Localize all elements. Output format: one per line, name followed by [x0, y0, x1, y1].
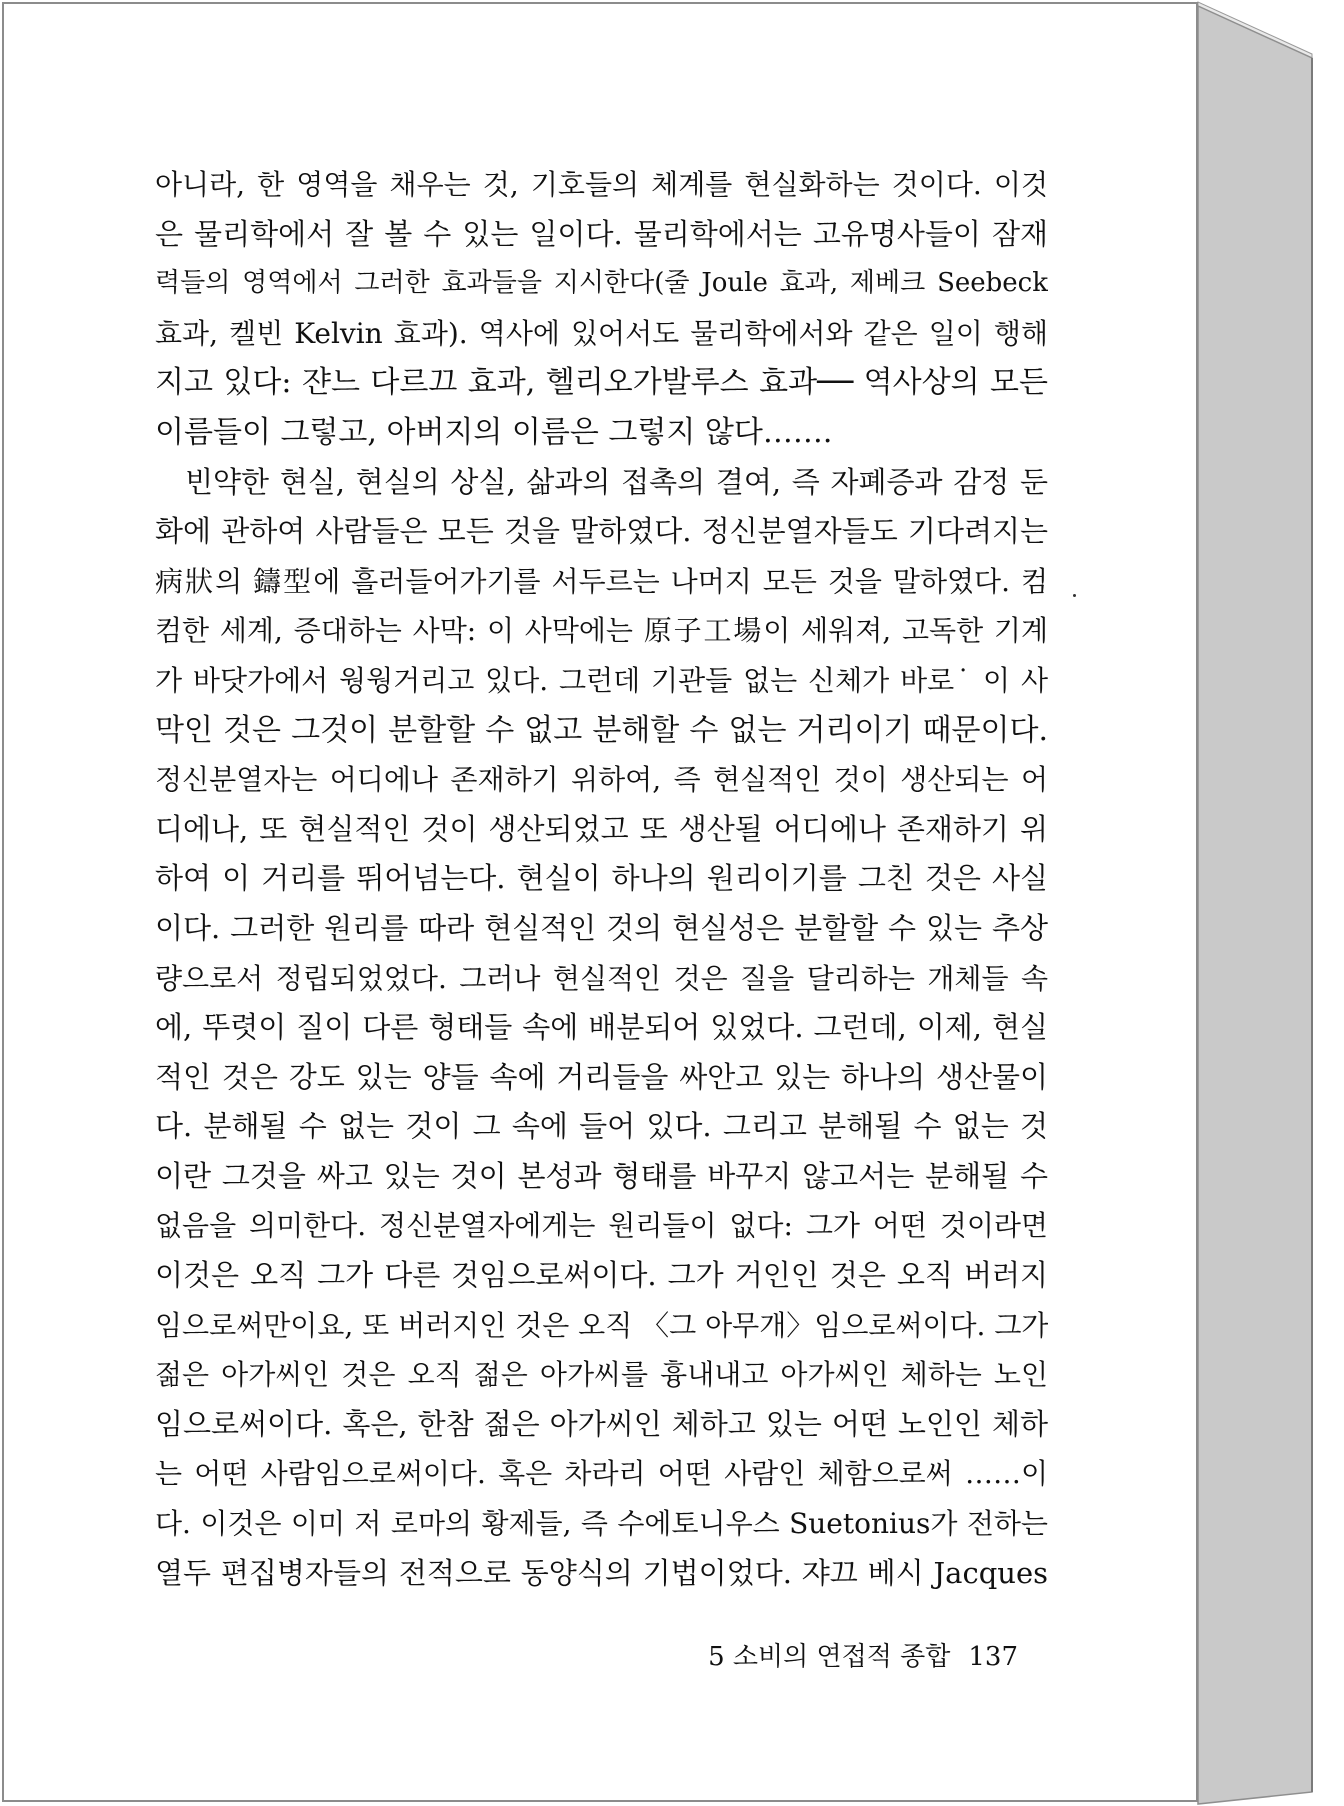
text-line: 임으로써만이요, 또 버러지인 것은 오직 〈그 아무개〉임으로써이다. 그가: [155, 1308, 1048, 1342]
text-line: 디에나, 또 현실적인 것이 생산되었고 또 생산될 어디에나 존재하기 위: [155, 811, 1048, 846]
text-line: 지고 있다: 쟌느 다르끄 효과, 헬리오가발루스 효과── 역사상의 모든: [155, 365, 1048, 401]
page-number: 137: [968, 1642, 1018, 1672]
text-line: 효과, 켈빈 Kelvin 효과). 역사에 있어서도 물리학에서와 같은 일이 행해: [155, 316, 1048, 350]
running-footer: [700, 1636, 1018, 1673]
text-line: 이다. 그러한 원리를 따라 현실적인 것의 현실성은 분할할 수 있는 추상: [155, 910, 1048, 945]
book-edge-side: [1198, 6, 1312, 1804]
text-line: 는 어떤 사람임으로써이다. 혹은 차라리 어떤 사람인 체함으로써 ……이: [155, 1457, 1048, 1491]
text-line: 이란 그것을 싸고 있는 것이 본성과 형태를 바꾸지 않고서는 분해될 수: [155, 1158, 1048, 1193]
text-line: 컴한 세계, 증대하는 사막: 이 사막에는 原子工場이 세워져, 고독한 기계: [155, 614, 1048, 648]
text-line: 젊은 아가씨인 것은 오직 젊은 아가씨를 흉내내고 아가씨인 체하는 노인: [155, 1358, 1048, 1392]
chapter-title: 5 소비의 연접적 종합: [708, 1642, 951, 1672]
text-line: 량으로서 정립되었었다. 그러나 현실적인 것은 질을 달리하는 개체들 속: [155, 961, 1048, 995]
text-line: 에, 뚜렷이 질이 다른 형태들 속에 배분되어 있었다. 그런데, 이제, 현실: [155, 1010, 1048, 1045]
text-line: 아니라, 한 영역을 채우는 것, 기호들의 체계를 현실화하는 것이다. 이것: [155, 168, 1048, 201]
text-line: 적인 것은 강도 있는 양들 속에 거리들을 싸안고 있는 하나의 생산물이: [155, 1059, 1048, 1094]
text-line: 은 물리학에서 잘 볼 수 있는 일이다. 물리학에서는 고유명사들이 잠재: [155, 216, 1048, 251]
text-line: 열두 편집병자들의 전적으로 동양식의 기법이었다. 쟈끄 베시 Jacques: [155, 1555, 1048, 1590]
body-text: [155, 160, 1048, 1598]
text-line: 이름들이 그렇고, 아버지의 이름은 그렇지 않다…….: [155, 414, 833, 450]
text-line: 病狀의 鑄型에 흘러들어가기를 서두르는 나머지 모든 것을 말하였다. 컴: [155, 564, 1048, 598]
text-line: 하여 이 거리를 뛰어넘는다. 현실이 하나의 원리이기를 그친 것은 사실: [155, 861, 1048, 896]
text-line: 임으로써이다. 혹은, 한참 젊은 아가씨인 체하고 있는 어떤 노인인 체하: [155, 1406, 1048, 1441]
text-line: 력들의 영역에서 그러한 효과들을 지시한다(줄 Joule 효과, 제베크 Seebeck: [155, 268, 1048, 299]
text-line: 다. 이것은 이미 저 로마의 황제들, 즉 수에토니우스 Suetonius가 전하는: [155, 1507, 1048, 1541]
text-line: 막인 것은 그것이 분할할 수 없고 분해할 수 없는 거리이기 때문이다.: [155, 712, 1048, 748]
text-line: 가 바닷가에서 웡웡거리고 있다. 그런데 기관들 없는 신체가 바로˙ 이 사: [155, 663, 1048, 697]
paragraph-start-line: 빈약한 현실, 현실의 상실, 삶과의 접촉의 결여, 즉 자폐증과 감정 둔: [185, 464, 1048, 499]
print-speck: [1073, 594, 1076, 597]
text-line: 없음을 의미한다. 정신분열자에게는 원리들이 없다: 그가 어떤 것이라면: [155, 1209, 1048, 1243]
text-line: 화에 관하여 사람들은 모든 것을 말하였다. 정신분열자들도 기다려지는: [155, 514, 1048, 549]
text-line: 다. 분해될 수 없는 것이 그 속에 들어 있다. 그리고 분해될 수 없는 것: [155, 1109, 1048, 1144]
text-line: 이것은 오직 그가 다른 것임으로써이다. 그가 거인인 것은 오직 버러지: [155, 1258, 1048, 1293]
text-line: 정신분열자는 어디에나 존재하기 위하여, 즉 현실적인 것이 생산되는 어: [155, 763, 1048, 797]
